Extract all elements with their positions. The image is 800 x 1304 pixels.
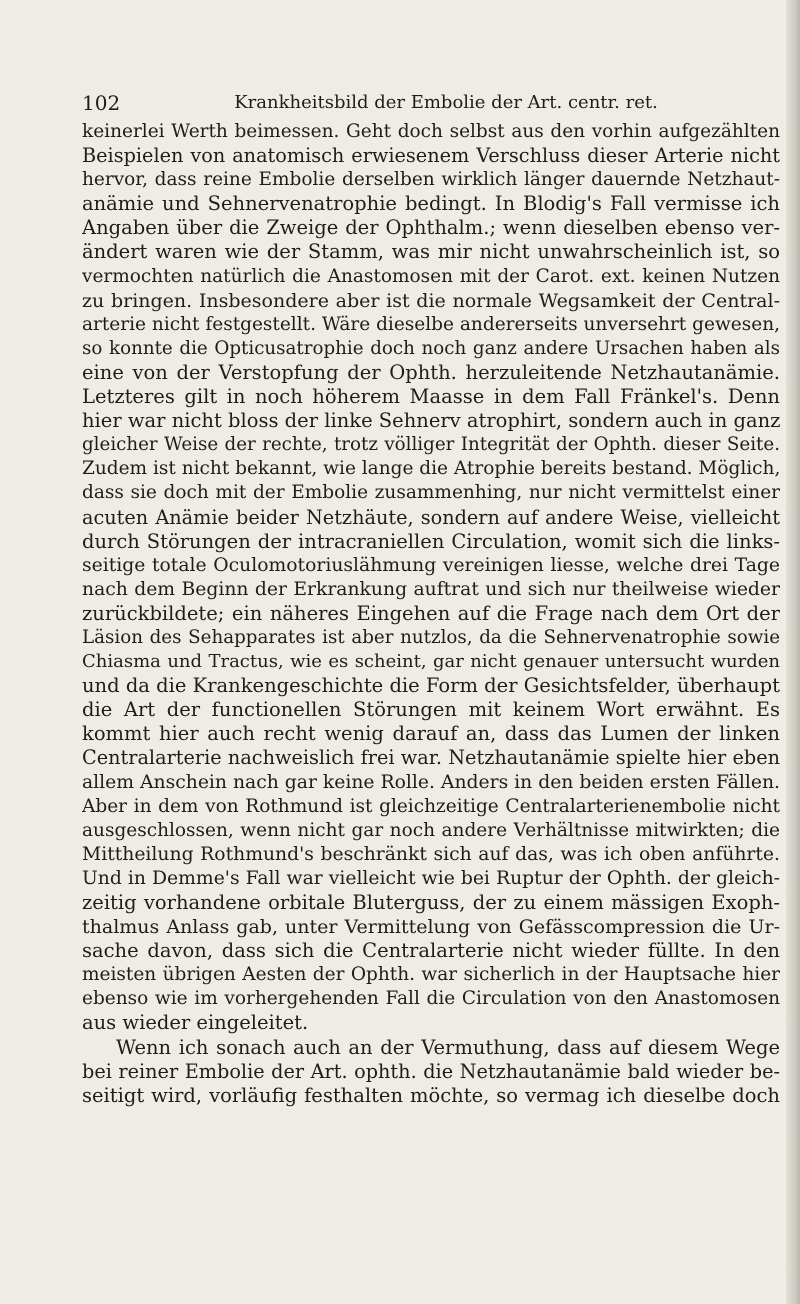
page-edge-shadow [786,0,800,1304]
page-header [82,88,780,118]
text-line: gleicher Weise der rechte, trotz völliger Integrität der Ophth. dieser Seite. [82,434,780,456]
text-line: Und in Demme's Fall war vielleicht wie bei Ruptur der Ophth. der gleich- [82,867,780,889]
text-line: eine von der Verstopfung der Ophth. herzuleitende Netzhautanämie. [82,360,780,384]
text-line: nach dem Beginn der Erkrankung auftrat und sich nur theilweise wieder [82,578,780,600]
running-title: Krankheitsbild der Embolie der Art. centr. ret. [234,92,658,113]
text-line: zeitig vorhandene orbitale Bluterguss, der zu einem mässigen Exoph- [82,891,780,914]
text-line: seitige totale Oculomotoriuslähmung vereinigen liesse, welche drei Tage [82,554,780,576]
text-line: kommt hier auch recht wenig darauf an, dass das Lumen der linken [82,722,780,746]
text-line: ändert waren wie der Stamm, was mir nicht unwahrscheinlich ist, so [82,240,780,264]
page-number: 102 [82,91,121,115]
text-line: Beispielen von anatomisch erwiesenem Verschluss dieser Arterie nicht [82,144,780,168]
text-line: Wenn ich sonach auch an der Vermuthung, dass auf diesem Wege [116,1035,780,1059]
text-line: Centralarterie nachweislich frei war. Netzhautanämie spielte hier eben [82,746,780,770]
text-line: vermochten natürlich die Anastomosen mit der Carot. ext. keinen Nutzen [82,265,780,287]
text-line: bei reiner Embolie der Art. ophth. die Netzhautanämie bald wieder be- [82,1059,780,1083]
text-line: arterie nicht festgestellt. Wäre dieselbe andererseits unversehrt gewesen, [82,313,780,335]
body-text [82,120,780,1108]
text-line: Läsion des Sehapparates ist aber nutzlos, da die Sehnervenatrophie sowie [82,626,780,648]
text-line: Letzteres gilt in noch höherem Maasse in dem Fall Fränkel's. Denn [82,385,780,409]
text-line: ausgeschlossen, wenn nicht gar noch andere Verhältnisse mitwirkten; die [82,819,780,841]
text-line: aus wieder eingeleitet. [82,1011,309,1035]
text-line: dass sie doch mit der Embolie zusammenhing, nur nicht vermittelst einer [82,482,780,504]
text-line: Zudem ist nicht bekannt, wie lange die Atrophie bereits bestand. Möglich, [82,458,780,480]
text-line: keinerlei Werth beimessen. Geht doch selbst aus den vorhin aufgezählten [82,121,780,142]
text-line: allem Anschein nach gar keine Rolle. Anders in den beiden ersten Fällen. [82,771,780,793]
text-line: Chiasma und Tractus, wie es scheint, gar nicht genauer untersucht wurden [82,651,780,673]
text-line: so konnte die Opticusatrophie doch noch ganz andere Ursachen haben als [82,337,780,359]
text-line: meisten übrigen Aesten der Ophth. war sicherlich in der Hauptsache hier [82,964,780,986]
text-line: Angaben über die Zweige der Ophthalm.; wenn dieselben ebenso ver- [82,216,780,240]
text-line: hervor, dass reine Embolie derselben wirklich länger dauernde Netzhaut- [82,169,780,191]
text-line: Aber in dem von Rothmund ist gleichzeitige Centralarterienembolie nicht [82,795,780,817]
text-line: thalmus Anlass gab, unter Vermittelung von Gefässcompression die Ur- [82,916,780,939]
text-line: hier war nicht bloss der linke Sehnerv atrophirt, sondern auch in ganz [82,409,780,433]
text-line: anämie und Sehnervenatrophie bedingt. In Blodig's Fall vermisse ich [82,192,780,216]
text-line: ebenso wie im vorhergehenden Fall die Circulation von den Anastomosen [82,988,780,1010]
text-line: zurückbildete; ein näheres Eingehen auf die Frage nach dem Ort der [82,601,780,625]
text-line: die Art der functionellen Störungen mit keinem Wort erwähnt. Es [82,698,780,722]
text-line: sache davon, dass sich die Centralarterie nicht wieder füllte. In den [82,939,780,963]
text-line: zu bringen. Insbesondere aber ist die normale Wegsamkeit der Central- [82,289,780,312]
text-line: seitigt wird, vorläufig festhalten möchte, so vermag ich dieselbe doch [82,1083,780,1107]
text-line: acuten Anämie beider Netzhäute, sondern auf andere Weise, vielleicht [82,505,780,529]
text-line: und da die Krankengeschichte die Form der Gesichtsfelder, überhaupt [82,674,780,698]
text-line: Mittheilung Rothmund's beschränkt sich auf das, was ich oben anführte. [82,843,780,865]
text-line: durch Störungen der intracraniellen Circulation, womit sich die links- [82,529,780,553]
